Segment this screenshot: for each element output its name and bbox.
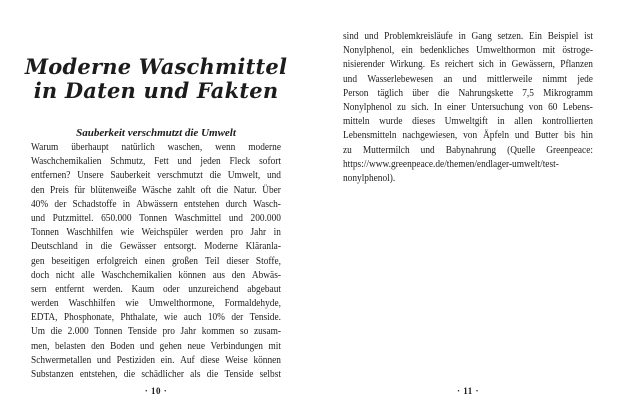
text-line: werden Waschhilfen wie Umwelthormone, Formaldehyde, bbox=[31, 297, 281, 310]
text-line: Nonylphenol zu sich. In einer Untersuchung von 60 Lebens- bbox=[343, 100, 593, 113]
text-line: und Putzmittel. 650.000 Tonnen Waschmittel und 200.000 bbox=[31, 211, 281, 224]
text-line: EDTA, Phosphonate, Phthalate, wie auch 10% der Tenside. bbox=[31, 311, 281, 324]
text-line: Nonylphenol, ein bedenkliches Umwelthormon mit östroge- bbox=[343, 44, 593, 57]
text-line: Deutschland in die Gewässer entsorgt. Moderne Kläranla- bbox=[31, 240, 281, 253]
text-line: gen beseitigen erfolgreich einen großen Teil dieser Stoffe, bbox=[31, 254, 281, 267]
text-line: und Wasserlebewesen an und mittlerweile nimmt jede bbox=[343, 72, 593, 85]
text-line: sind und Problemkreisläufe in Gang setzen. Ein Beispiel ist bbox=[343, 30, 593, 42]
text-line: men, belasten den Boden und gehen neue Verbindungen mit bbox=[31, 339, 281, 352]
text-line: Person täglich über die Nahrungskette 7,5 Mikrogramm bbox=[343, 86, 593, 99]
text-line: Warum überhaupt natürlich waschen, wenn moderne bbox=[31, 141, 281, 153]
text-line: nonylphenol). bbox=[343, 171, 396, 184]
text-line: den Preis für blütenweiße Wäsche zahlt oft die Natur. Über bbox=[31, 183, 281, 196]
body-text-left bbox=[31, 140, 281, 381]
text-line: zu Muttermilch und Babynahrung (Quelle Greenpeace: bbox=[343, 143, 593, 156]
page-right bbox=[312, 0, 624, 411]
text-line: doch nicht alle Waschchemikalien können aus den Abwäs- bbox=[31, 268, 281, 281]
page-number-right: · 11 · bbox=[456, 386, 479, 396]
text-line: Waschchemikalien Schmutz, Fett und jeden Fleck sofort bbox=[31, 155, 281, 168]
text-line: Tonnen Waschhilfen wie Weichspüler werden pro Jahr in bbox=[31, 226, 281, 239]
text-line: mitteln wurde dieses Umweltgift in allen kontrollierten bbox=[343, 115, 593, 128]
text-line: Substanzen entstehen, die schädlicher als die Tenside selbst bbox=[31, 368, 281, 380]
section-heading: Sauberkeit verschmutzt die Umwelt bbox=[76, 127, 236, 139]
body-text-right bbox=[343, 29, 593, 185]
chapter-title-line-2: in Daten und Fakten bbox=[33, 78, 279, 103]
page-number-left: · 10 · bbox=[144, 386, 168, 396]
text-line: https://www.greenpeace.de/themen/endlager-umwelt/test- bbox=[343, 157, 559, 170]
text-line: 40% der Schadstoffe in Abwässern entstehen durch Wasch- bbox=[31, 197, 281, 210]
text-line: Lebensmitteln nachgewiesen, von Äpfeln und Butter bis hin bbox=[343, 129, 593, 142]
chapter-title bbox=[6, 55, 306, 103]
text-line: sern entfernt werden. Kaum oder unzureichend abgebaut bbox=[31, 282, 281, 295]
chapter-title-line-1: Moderne Waschmittel bbox=[24, 54, 288, 79]
text-line: Um die 2.000 Tonnen Tenside pro Jahr kommen so zusam- bbox=[31, 325, 281, 338]
text-line: Schwermetallen und Pestiziden ein. Auf diese Weise können bbox=[31, 353, 281, 366]
text-line: nisierender Wirkung. Es reichert sich in Gewässern, Pflanzen bbox=[343, 58, 593, 71]
text-line: entfernen? Unsere Sauberkeit verschmutzt die Umwelt, und bbox=[31, 169, 281, 182]
